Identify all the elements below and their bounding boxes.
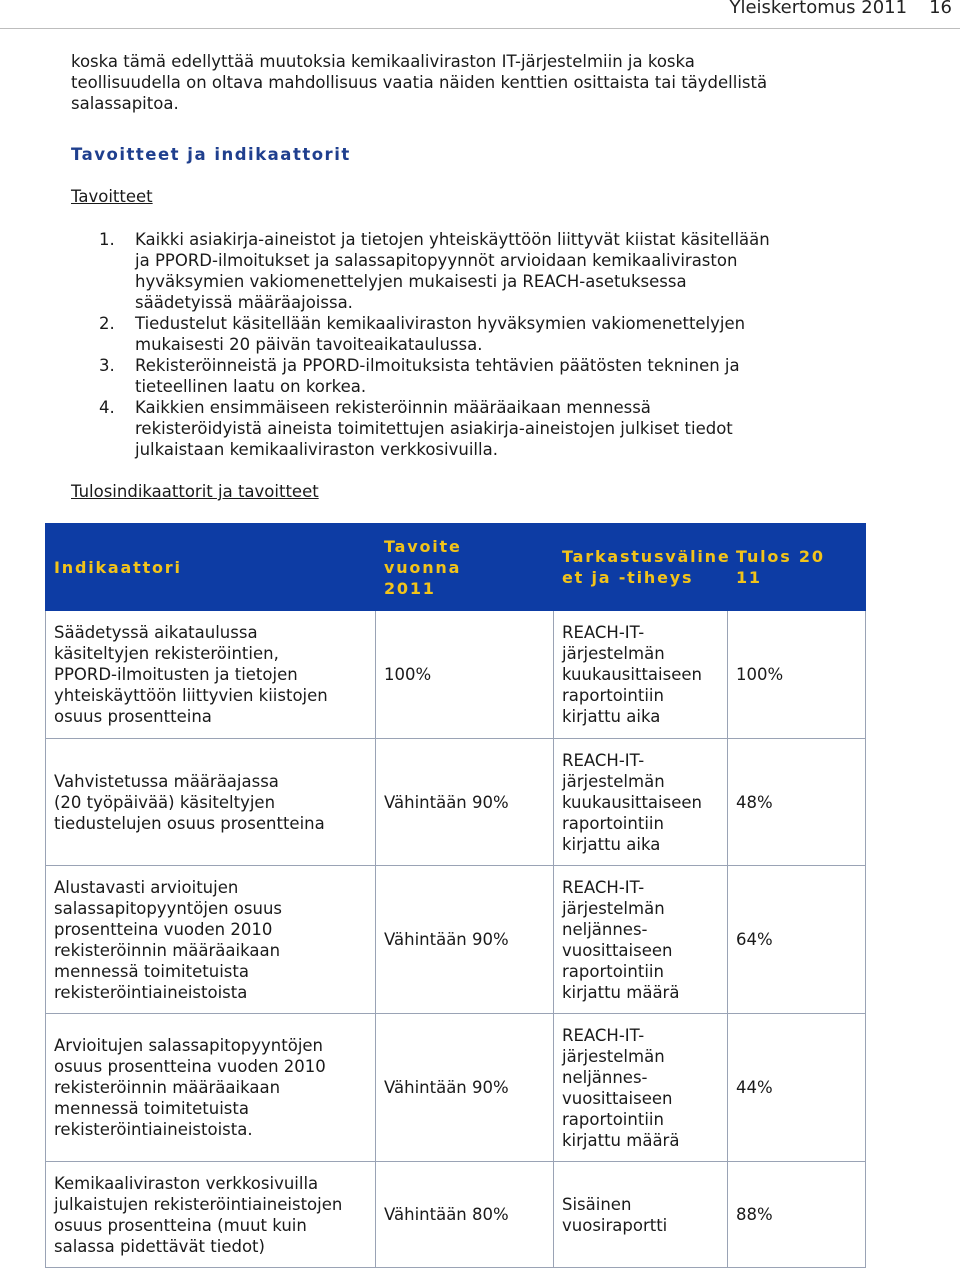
cell-line: raportointiin xyxy=(562,1109,664,1129)
cell-indicator xyxy=(46,866,376,1014)
header-indicator xyxy=(46,524,376,611)
header-line: Tarkastusväline xyxy=(562,547,731,566)
cell-line: yhteiskäyttöön liittyvien kiistojen xyxy=(54,686,328,705)
cell-line: julkaistujen rekisteröintiaineistojen xyxy=(54,1194,343,1214)
header-line: Tulos 20 xyxy=(736,547,825,566)
cell-target xyxy=(376,866,554,1014)
goal-item xyxy=(99,355,799,397)
cell-line: vuosittaiseen xyxy=(562,940,673,960)
cell-line: Vähintään 90% xyxy=(384,792,509,812)
goal-item xyxy=(99,229,799,313)
cell-line: kirjattu aika xyxy=(562,707,661,726)
cell-target xyxy=(376,1014,554,1162)
section-heading: Tavoitteet ja indikaattorit xyxy=(71,145,351,164)
cell-line: 64% xyxy=(736,930,773,949)
cell-line: mennessä toimitetuista xyxy=(54,1099,249,1118)
cell-indicator xyxy=(46,1014,376,1162)
cell-line: järjestelmän xyxy=(562,644,665,663)
cell-line: kirjattu määrä xyxy=(562,1130,680,1150)
table-row xyxy=(46,1162,866,1268)
cell-line: neljännes- xyxy=(562,1067,648,1087)
header-line: 11 xyxy=(736,568,762,587)
table-header-row xyxy=(46,524,866,611)
cell-method xyxy=(554,866,728,1014)
cell-line: mennessä toimitetuista xyxy=(54,961,249,981)
goals-heading: Tavoitteet xyxy=(71,187,153,206)
goal-number: 1. xyxy=(99,230,115,249)
cell-line: Säädetyssä aikataulussa xyxy=(54,623,258,642)
intro-line: salassapitoa. xyxy=(71,94,179,113)
indicator-table xyxy=(45,523,866,1268)
cell-line: tiedustelujen osuus prosentteina xyxy=(54,813,325,833)
cell-line: kuukausittaiseen xyxy=(562,665,702,684)
cell-line: vuosittaiseen xyxy=(562,1088,673,1108)
cell-line: raportointiin xyxy=(562,961,664,981)
table-row xyxy=(46,611,866,739)
goal-line: rekisteröidyistä aineista toimitettujen asiakirja-aineistojen julkiset tiedot xyxy=(135,419,733,438)
cell-line: (20 työpäivää) käsiteltyjen xyxy=(54,792,276,812)
goal-line: Kaikkien ensimmäiseen rekisteröinnin määräaikaan mennessä xyxy=(135,398,651,417)
header-line: et ja -tiheys xyxy=(562,568,694,587)
cell-line: PPORD-ilmoitusten ja tietojen xyxy=(54,665,298,684)
cell-line: REACH-IT- xyxy=(562,1025,645,1045)
page-header xyxy=(0,0,960,29)
cell-line: osuus prosentteina (muut kuin xyxy=(54,1215,307,1235)
cell-line: neljännes- xyxy=(562,919,648,939)
goal-line: julkaistaan kemikaaliviraston verkkosivuilla. xyxy=(135,440,498,459)
cell-line: rekisteröinnin määräaikaan xyxy=(54,940,281,960)
cell-line: rekisteröintiaineistoista xyxy=(54,982,248,1002)
goal-number: 2. xyxy=(99,314,115,333)
goal-line: hyväksymien vakiomenettelyjen mukaisesti ja REACH-asetuksessa xyxy=(135,272,687,291)
cell-line: 100% xyxy=(736,665,784,684)
cell-line: REACH-IT- xyxy=(562,750,645,770)
cell-method xyxy=(554,739,728,866)
cell-target xyxy=(376,1162,554,1268)
document-title: Yleiskertomus 2011 xyxy=(729,0,908,18)
goal-number: 4. xyxy=(99,398,115,417)
cell-line: Vähintään 80% xyxy=(384,1205,509,1224)
table-row xyxy=(46,739,866,866)
cell-line: REACH-IT- xyxy=(562,623,645,642)
cell-target xyxy=(376,611,554,739)
goal-line: säädetyissä määräajoissa. xyxy=(135,293,353,312)
goal-number: 3. xyxy=(99,356,115,375)
cell-target xyxy=(376,739,554,866)
goal-line: ja PPORD-ilmoitukset ja salassapitopyynnöt arvioidaan kemikaaliviraston xyxy=(135,251,738,270)
goal-line: tieteellinen laatu on korkea. xyxy=(135,377,367,396)
cell-line: Arvioitujen salassapitopyyntöjen xyxy=(54,1036,324,1055)
cell-line: Sisäinen xyxy=(562,1194,632,1214)
intro-paragraph xyxy=(71,51,831,114)
table-row xyxy=(46,1014,866,1162)
cell-line: rekisteröinnin määräaikaan xyxy=(54,1078,281,1097)
cell-line: Alustavasti arvioitujen xyxy=(54,877,239,897)
cell-line: REACH-IT- xyxy=(562,877,645,897)
cell-line: kuukausittaiseen xyxy=(562,792,702,812)
intro-line: koska tämä edellyttää muutoksia kemikaaliviraston IT-järjestelmiin ja koska xyxy=(71,52,695,71)
header-target xyxy=(376,524,554,611)
cell-line: Vähintään 90% xyxy=(384,930,509,949)
goals-list xyxy=(99,229,799,460)
cell-line: raportointiin xyxy=(562,686,664,705)
cell-line: salassapitopyyntöjen osuus xyxy=(54,898,282,918)
goal-line: Kaikki asiakirja-aineistot ja tietojen yhteiskäyttöön liittyvät kiistat käsitellään xyxy=(135,230,770,249)
cell-line: järjestelmän xyxy=(562,1046,665,1066)
header-result xyxy=(728,524,866,611)
cell-line: Vähintään 90% xyxy=(384,1078,509,1097)
cell-line: osuus prosentteina xyxy=(54,707,212,726)
header-line: Indikaattori xyxy=(54,557,182,577)
goal-item xyxy=(99,397,799,460)
cell-result xyxy=(728,1162,866,1268)
cell-line: raportointiin xyxy=(562,813,664,833)
cell-line: kirjattu määrä xyxy=(562,982,680,1002)
cell-line: 88% xyxy=(736,1205,773,1224)
header-method xyxy=(554,524,731,611)
cell-line: vuosiraportti xyxy=(562,1215,668,1235)
goal-line: mukaisesti 20 päivän tavoiteaikataulussa. xyxy=(135,335,483,354)
cell-indicator xyxy=(46,611,376,739)
page-number: 16 xyxy=(929,0,952,18)
goal-item xyxy=(99,313,799,355)
cell-result xyxy=(728,739,866,866)
cell-method xyxy=(554,1162,728,1268)
cell-line: kirjattu aika xyxy=(562,834,661,854)
goal-line: Rekisteröinneistä ja PPORD-ilmoituksista tehtävien päätösten tekninen ja xyxy=(135,356,740,375)
cell-line: 100% xyxy=(384,665,432,684)
cell-indicator xyxy=(46,739,376,866)
cell-result xyxy=(728,866,866,1014)
cell-line: prosentteina vuoden 2010 xyxy=(54,919,273,939)
cell-line: käsiteltyjen rekisteröintien, xyxy=(54,644,279,663)
header-text xyxy=(729,0,952,18)
header-line: Tavoite vuonna xyxy=(384,536,462,577)
cell-line: järjestelmän xyxy=(562,771,665,791)
cell-line: Vahvistetussa määräajassa xyxy=(54,771,279,791)
cell-result xyxy=(728,1014,866,1162)
table-heading: Tulosindikaattorit ja tavoitteet xyxy=(71,482,319,501)
goal-line: Tiedustelut käsitellään kemikaaliviraston hyväksymien vakiomenettelyjen xyxy=(135,314,746,333)
table-row xyxy=(46,866,866,1014)
cell-line: 48% xyxy=(736,792,773,812)
header-line: 2011 xyxy=(384,578,436,598)
cell-method xyxy=(554,1014,728,1162)
cell-line: järjestelmän xyxy=(562,898,665,918)
cell-line: rekisteröintiaineistoista. xyxy=(54,1120,253,1139)
cell-line: 44% xyxy=(736,1078,773,1097)
cell-result xyxy=(728,611,866,739)
cell-indicator xyxy=(46,1162,376,1268)
cell-method xyxy=(554,611,728,739)
cell-line: osuus prosentteina vuoden 2010 xyxy=(54,1057,326,1076)
intro-line: teollisuudella on oltava mahdollisuus vaatia näiden kenttien osittaista tai täydellistä xyxy=(71,73,768,92)
cell-line: salassa pidettävät tiedot) xyxy=(54,1236,265,1256)
cell-line: Kemikaaliviraston verkkosivuilla xyxy=(54,1173,319,1193)
